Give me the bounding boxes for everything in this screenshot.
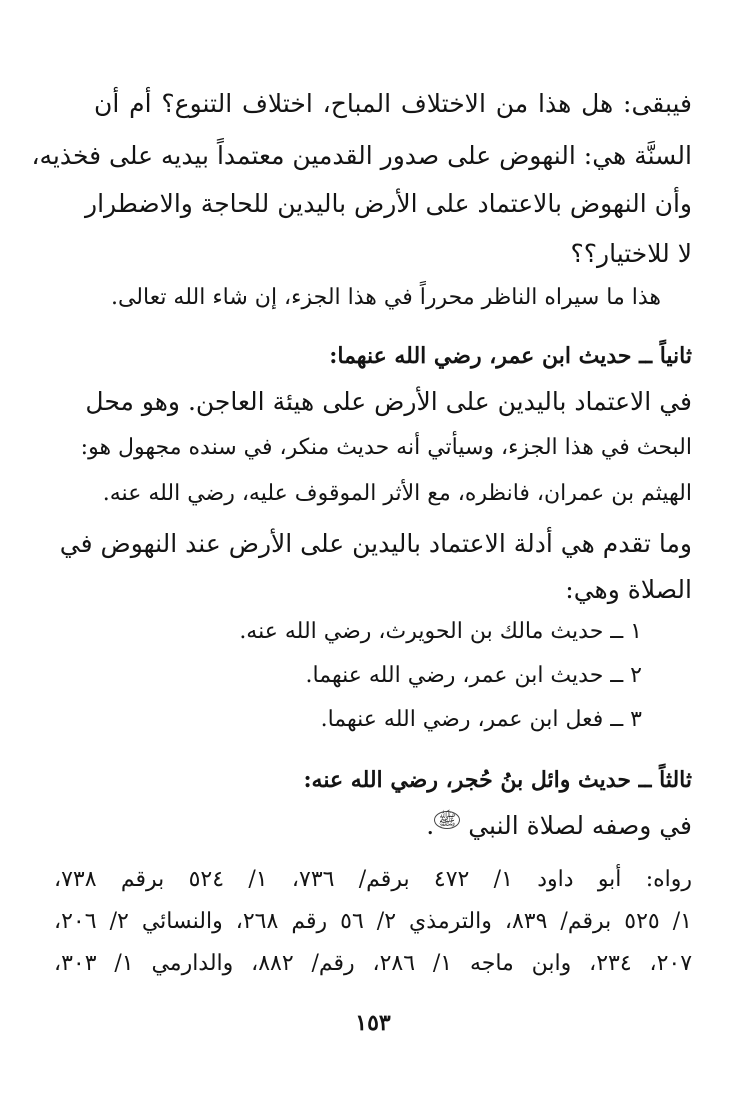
section2-heading: ثانياً ــ حديث ابن عمر، رضي الله عنهما:: [329, 343, 692, 369]
list-item-1: ١ ــ حديث مالك بن الحويرث، رضي الله عنه.: [239, 619, 642, 644]
citation-line-3: ٢٠٧، ٢٣٤، وابن ماجه ١/ ٢٨٦، رقم/ ٨٨٢، والدارمي ١/ ٣٠٣،: [54, 951, 693, 976]
citation-line-1: رواه: أبو داود ١/ ٤٧٢ برقم/ ٧٣٦، ١/ ٥٢٤ برقم ٧٣٨،: [54, 867, 693, 892]
section2-line-1: في الاعتماد باليدين على الأرض على هيئة العاجن. وهو محل: [85, 387, 692, 416]
page-number: ١٥٣: [355, 1010, 391, 1036]
section3-text: في وصفه لصلاة النبي: [468, 811, 692, 840]
citation-line-2: ١/ ٥٢٥ برقم/ ٨٣٩، والترمذي ٢/ ٥٦ رقم ٢٦٨، والنسائي ٢/ ٢٠٦،: [54, 909, 692, 934]
paragraph1-line-3: وأن النهوض بالاعتماد على الأرض باليدين للحاجة والاضطرار: [85, 189, 692, 218]
summary-line-2: الصلاة وهي:: [565, 575, 692, 604]
paragraph1-line-4: لا للاختيار؟؟: [570, 239, 692, 268]
list-item-3: ٣ ــ فعل ابن عمر، رضي الله عنهما.: [320, 707, 642, 732]
paragraph1-line-2: السنَّة هي: النهوض على صدور القدمين معتمداً بيديه على فخذيه،: [31, 141, 692, 170]
section2-line-2: البحث في هذا الجزء، وسيأتي أنه حديث منكر، في سنده مجهول هو:: [80, 435, 692, 460]
section3-line: في وصفه لصلاة النبي ﷺ.: [426, 810, 692, 840]
note-line: هذا ما سيراه الناظر محرراً في هذا الجزء، إن شاء الله تعالى.: [110, 285, 661, 310]
summary-line-1: وما تقدم هي أدلة الاعتماد باليدين على الأرض عند النهوض في: [59, 529, 692, 558]
section2-line-3: الهيثم بن عمران، فانظره، مع الأثر الموقوف عليه، رضي الله عنه.: [102, 481, 692, 506]
paragraph1-line-1: فيبقى: هل هذا من الاختلاف المباح، اختلاف التنوع؟ أم أن: [94, 89, 692, 118]
list-item-2: ٢ ــ حديث ابن عمر، رضي الله عنهما.: [305, 663, 642, 688]
salutation-glyph: ﷺ: [434, 811, 460, 829]
section3-heading: ثالثاً ــ حديث وائل بنُ حُجر، رضي الله عنه:: [303, 767, 692, 793]
